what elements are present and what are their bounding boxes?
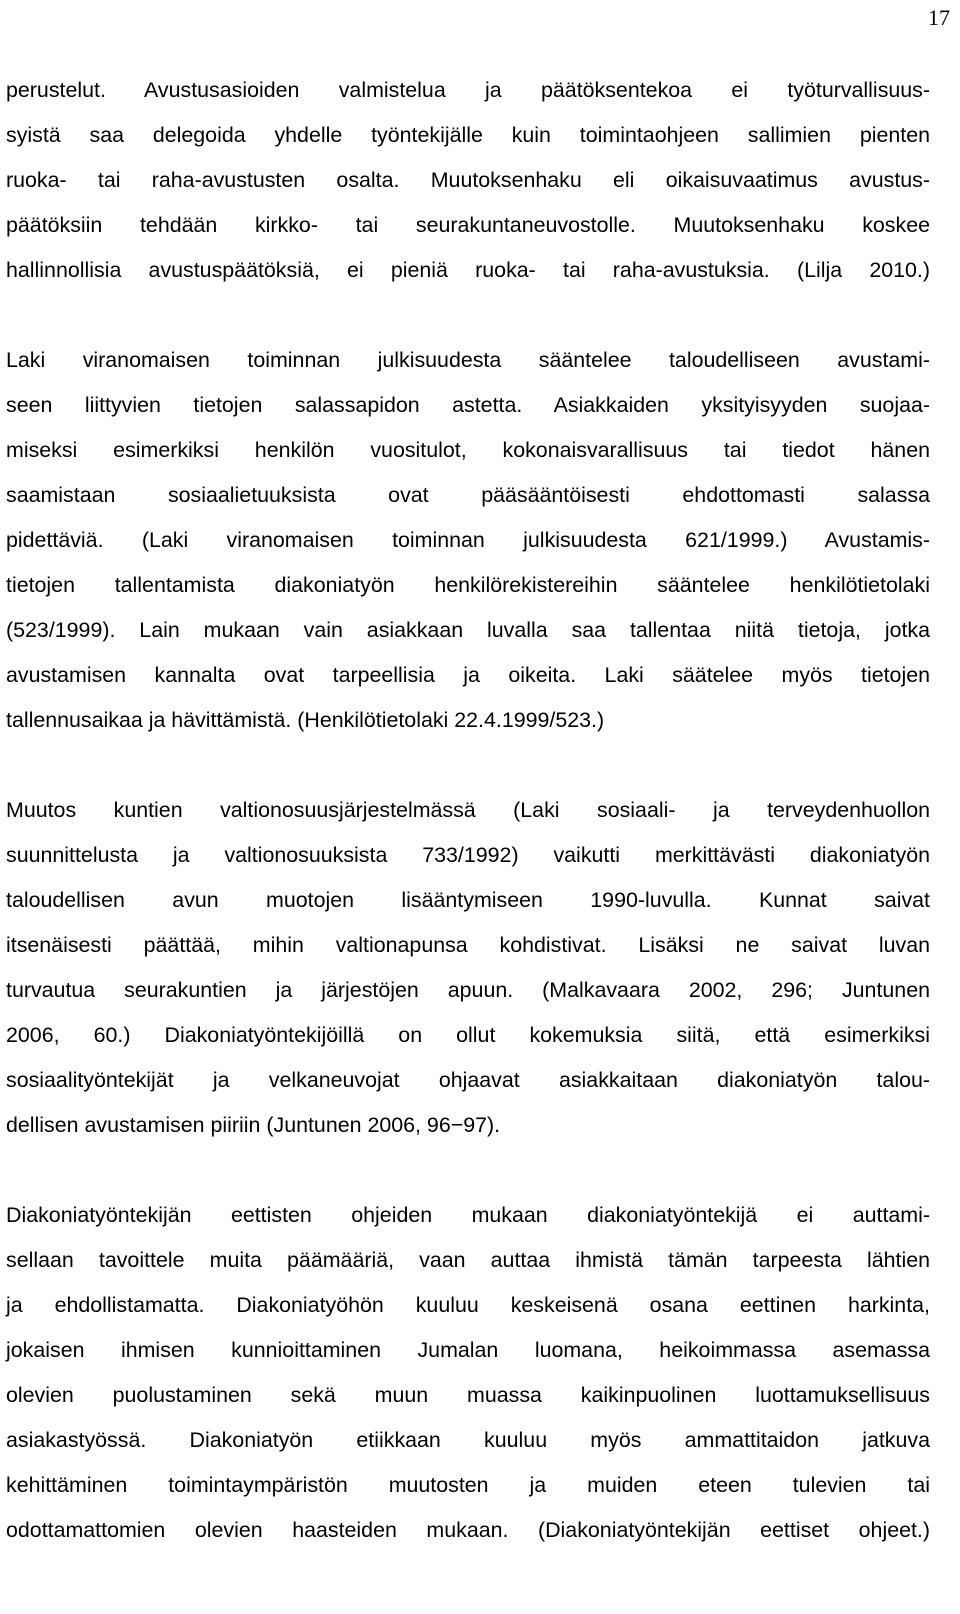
text-line: seen liittyvien tietojen salassapidon astetta. Asiakkaiden yksityisyyden suojaa- [6, 393, 930, 417]
text-line: Laki viranomaisen toiminnan julkisuudesta sääntelee taloudelliseen avustami- [6, 348, 930, 372]
text-line: ja ehdollistamatta. Diakoniatyöhön kuuluu keskeisenä osana eettinen harkinta, [6, 1293, 930, 1317]
text-line: kehittäminen toimintaympäristön muutosten ja muiden eteen tulevien tai [6, 1473, 930, 1497]
text-line: syistä saa delegoida yhdelle työntekijälle kuin toimintaohjeen sallimien pienten [6, 123, 930, 147]
text-line: päätöksiin tehdään kirkko- tai seurakuntaneuvostolle. Muutoksenhaku koskee [6, 213, 930, 237]
text-line: sosiaalityöntekijät ja velkaneuvojat ohjaavat asiakkaitaan diakoniatyön talou- [6, 1068, 930, 1092]
paragraph-4 [6, 1193, 930, 1553]
text-line: jokaisen ihmisen kunnioittaminen Jumalan luomana, heikoimmassa asemassa [6, 1338, 930, 1362]
paragraph-gap [6, 743, 930, 788]
text-line: pidettäviä. (Laki viranomaisen toiminnan julkisuudesta 621/1999.) Avustamis- [6, 528, 930, 552]
text-line: hallinnollisia avustuspäätöksiä, ei pieniä ruoka- tai raha-avustuksia. (Lilja 2010.) [6, 258, 930, 282]
paragraph-3 [6, 788, 930, 1148]
text-line: asiakastyössä. Diakoniatyön etiikkaan kuuluu myös ammattitaidon jatkuva [6, 1428, 930, 1452]
text-line: ruoka- tai raha-avustusten osalta. Muutoksenhaku eli oikaisuvaatimus avustus- [6, 168, 930, 192]
text-line: olevien puolustaminen sekä muun muassa kaikinpuolinen luottamuksellisuus [6, 1383, 930, 1407]
text-line: tallennusaikaa ja hävittämistä. (Henkilötietolaki 22.4.1999/523.) [6, 708, 605, 732]
text-line: odottamattomien olevien haasteiden mukaan. (Diakoniatyöntekijän eettiset ohjeet.) [6, 1518, 930, 1542]
text-line: miseksi esimerkiksi henkilön vuositulot, kokonaisvarallisuus tai tiedot hänen [6, 438, 930, 462]
page-number: 17 [928, 5, 950, 30]
paragraph-gap [6, 1148, 930, 1193]
text-line: itsenäisesti päättää, mihin valtionapunsa kohdistivat. Lisäksi ne saivat luvan [6, 933, 930, 957]
text-line: sellaan tavoittele muita päämääriä, vaan auttaa ihmistä tämän tarpeesta lähtien [6, 1248, 930, 1272]
text-line: Muutos kuntien valtionosuusjärjestelmässä (Laki sosiaali- ja terveydenhuollon [6, 798, 930, 822]
paragraph-gap [6, 293, 930, 338]
text-line: perustelut. Avustusasioiden valmistelua ja päätöksentekoa ei työturvallisuus- [6, 78, 930, 102]
paragraph-2 [6, 338, 930, 743]
text-line: avustamisen kannalta ovat tarpeellisia ja oikeita. Laki säätelee myös tietojen [6, 663, 930, 687]
text-line: suunnittelusta ja valtionosuuksista 733/1992) vaikutti merkittävästi diakoniatyön [6, 843, 930, 867]
text-line: (523/1999). Lain mukaan vain asiakkaan luvalla saa tallentaa niitä tietoja, jotka [6, 618, 930, 642]
text-line: taloudellisen avun muotojen lisääntymiseen 1990-luvulla. Kunnat saivat [6, 888, 930, 912]
text-line: dellisen avustamisen piiriin (Juntunen 2006, 96−97). [6, 1113, 501, 1137]
text-line: saamistaan sosiaalietuuksista ovat pääsääntöisesti ehdottomasti salassa [6, 483, 930, 507]
text-line: tietojen tallentamista diakoniatyön henkilörekistereihin sääntelee henkilötietolaki [6, 573, 930, 597]
text-line: 2006, 60.) Diakoniatyöntekijöillä on ollut kokemuksia siitä, että esimerkiksi [6, 1023, 930, 1047]
text-line: turvautua seurakuntien ja järjestöjen apuun. (Malkavaara 2002, 296; Juntunen [6, 978, 930, 1002]
text-line: Diakoniatyöntekijän eettisten ohjeiden mukaan diakoniatyöntekijä ei auttami- [6, 1203, 930, 1227]
document-body [6, 68, 930, 1553]
paragraph-1 [6, 68, 930, 293]
